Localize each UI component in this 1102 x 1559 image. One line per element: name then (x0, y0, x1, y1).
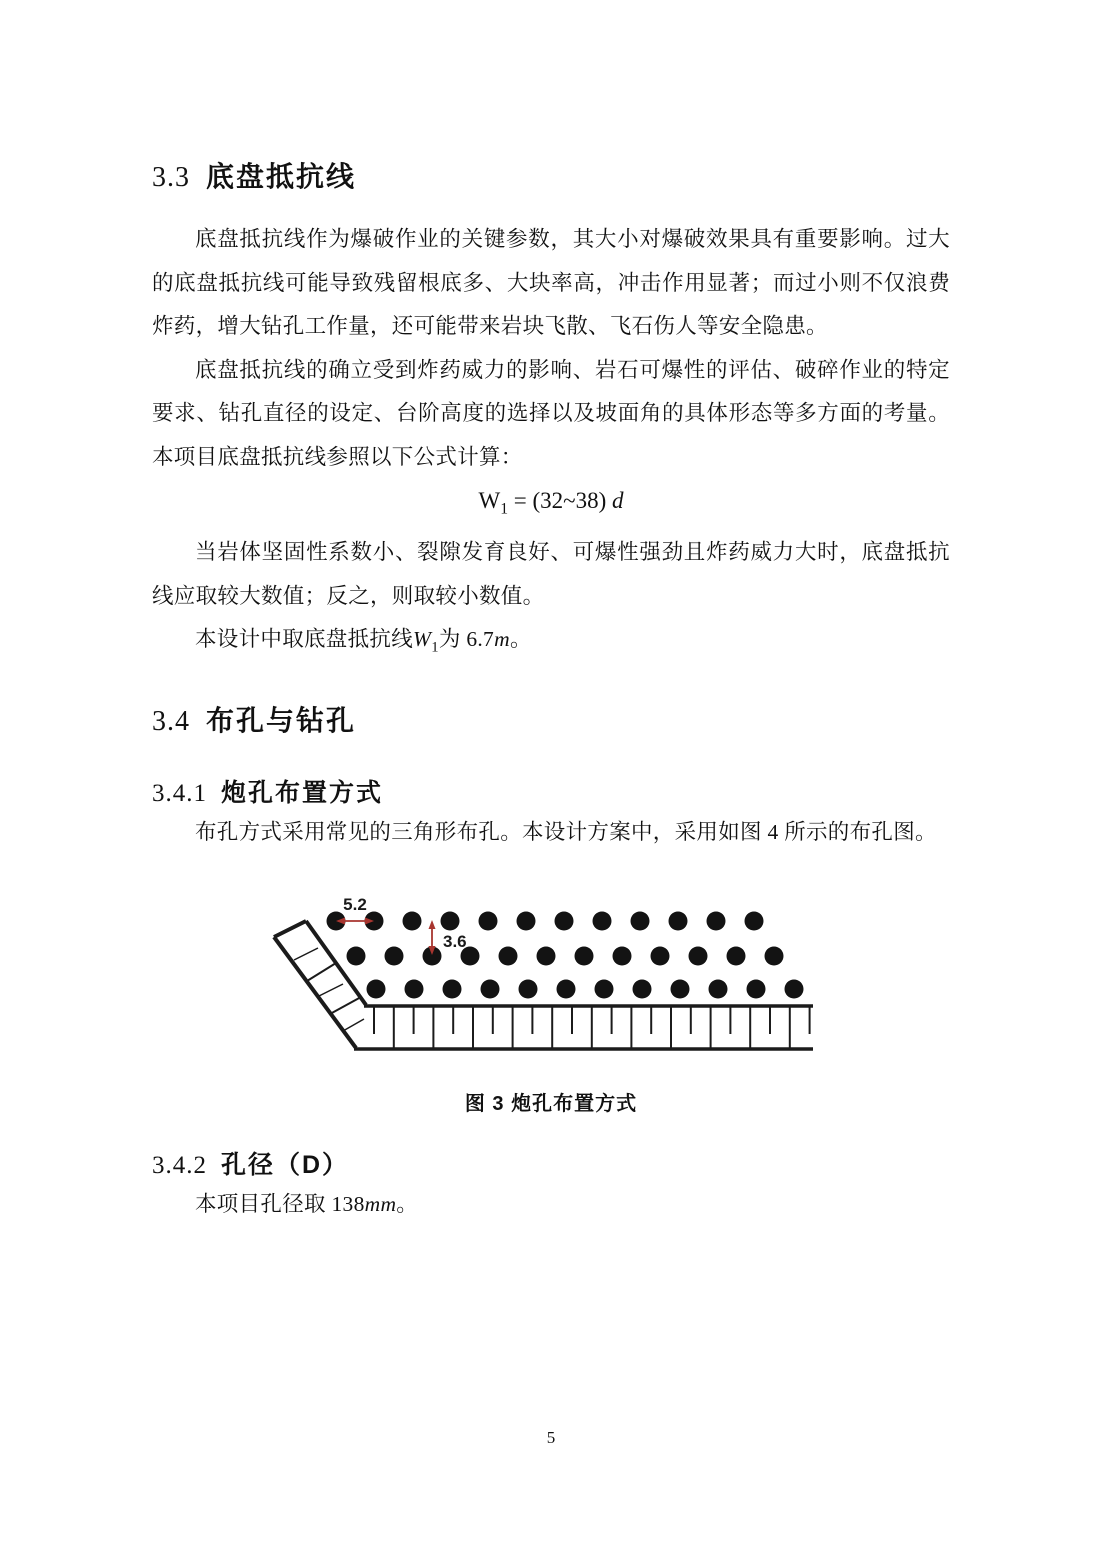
blast-hole-dot (557, 980, 576, 999)
blast-hole-dot (347, 947, 366, 966)
blast-hole-dot (709, 980, 728, 999)
w1-subscript: 1 (431, 639, 439, 656)
crest-band (354, 1006, 813, 1049)
figure-3 (152, 886, 950, 1086)
blast-hole-dot (403, 912, 422, 931)
blast-hole-dot (785, 980, 804, 999)
page-number: 5 (546, 1428, 556, 1447)
diameter-sentence-post: 。 (396, 1192, 419, 1217)
blast-hole-dot (707, 912, 726, 931)
blast-hole-dot (499, 947, 518, 966)
paragraph-hole-diameter (152, 1183, 950, 1227)
blast-hole-dot (633, 980, 652, 999)
section-3-4-2-number: 3.4.2 (152, 1152, 207, 1180)
section-3-4-1-number: 3.4.1 (152, 779, 207, 807)
blast-hole-dot (727, 947, 746, 966)
paragraph-chassis-importance: 底盘抵抗线作为爆破作业的关键参数，其大小对爆破效果具有重要影响。过大的底盘抵抗线可能导致残留根底多、大块率高，冲击作用显著；而过小则不仅浪费炸药，增大钻孔工作量，还可能带来岩块飞散、飞石伤人等安全隐患。 (152, 227, 950, 338)
paragraph-hole-layout: 布孔方式采用常见的三角形布孔。本设计方案中，采用如图 4 所示的布孔图。 (195, 819, 937, 844)
blast-hole-dot (517, 912, 536, 931)
blast-hole-dot (575, 947, 594, 966)
blast-hole-dot (555, 912, 574, 931)
blast-hole-dot (481, 980, 500, 999)
burden-dimension-label: 3.6 (443, 932, 467, 952)
blast-hole-dot (519, 980, 538, 999)
formula-subscript: 1 (500, 500, 509, 518)
blast-hole-dot (689, 947, 708, 966)
section-3-3-heading (152, 158, 950, 197)
blast-hole-dot (385, 947, 404, 966)
blast-hole-dot (651, 947, 670, 966)
blast-hole-dot (537, 947, 556, 966)
blast-hole-dot (405, 980, 424, 999)
figure-3-drillhole-diagram (251, 886, 851, 1081)
formula-variable: W (478, 488, 501, 513)
spacing-dimension-label: 5.2 (343, 895, 367, 915)
formula-w1 (152, 479, 950, 531)
slope-band (274, 921, 366, 1048)
blast-hole-dot (613, 947, 632, 966)
section-3-4-2-title: 孔径（D） (221, 1151, 350, 1180)
section-3-4-heading (152, 702, 950, 741)
formula-expression: = (32~38) (508, 488, 612, 513)
diameter-sentence-pre: 本项目孔径取 138 (195, 1192, 365, 1217)
paragraph-w1-value (152, 618, 950, 670)
section-3-4-1-title: 炮孔布置方式 (221, 778, 384, 807)
section-3-4-1-heading (152, 776, 950, 811)
section-3-4-title: 布孔与钻孔 (206, 704, 357, 736)
blast-hole-dot (593, 912, 612, 931)
paragraph-rock-coefficient: 当岩体坚固性系数小、裂隙发育良好、可爆性强劲且炸药威力大时，底盘抵抗线应取较大数值；反之，则取较小数值。 (152, 540, 950, 608)
paragraph-chassis-factors: 底盘抵抗线的确立受到炸药威力的影响、岩石可爆性的评估、破碎作业的特定要求、钻孔直径的设定、台阶高度的选择以及坡面角的具体形态等多方面的考量。本项目底盘抵抗线参照以下公式计算： (152, 357, 950, 469)
blast-hole-dot (765, 947, 784, 966)
w1-unit: m (494, 627, 510, 652)
blast-hole-dot (631, 912, 650, 931)
blast-hole-dot (441, 912, 460, 931)
blast-hole-dots (327, 912, 804, 999)
section-3-4-2-heading (152, 1148, 950, 1183)
w1-sentence-pre: 本设计中取底盘抵抗线 (195, 627, 414, 652)
section-3-4-number: 3.4 (152, 705, 190, 737)
w1-variable: W (413, 627, 432, 652)
figure-3-caption: 图 3 炮孔布置方式 (464, 1093, 638, 1116)
section-3-3-number: 3.3 (152, 162, 190, 193)
w1-sentence-mid: 为 6.7 (438, 627, 495, 652)
blast-hole-dot (669, 912, 688, 931)
diameter-unit: mm (364, 1192, 397, 1217)
blast-hole-dot (595, 980, 614, 999)
w1-sentence-post: 。 (509, 627, 532, 652)
blast-hole-dot (671, 980, 690, 999)
formula-d-variable: d (612, 488, 624, 513)
blast-hole-dot (443, 980, 462, 999)
blast-hole-dot (367, 980, 386, 999)
section-3-3-title: 底盘抵抗线 (206, 161, 357, 192)
blast-hole-dot (747, 980, 766, 999)
crest-ticks (374, 1006, 810, 1049)
blast-hole-dot (479, 912, 498, 931)
blast-hole-dot (745, 912, 764, 931)
